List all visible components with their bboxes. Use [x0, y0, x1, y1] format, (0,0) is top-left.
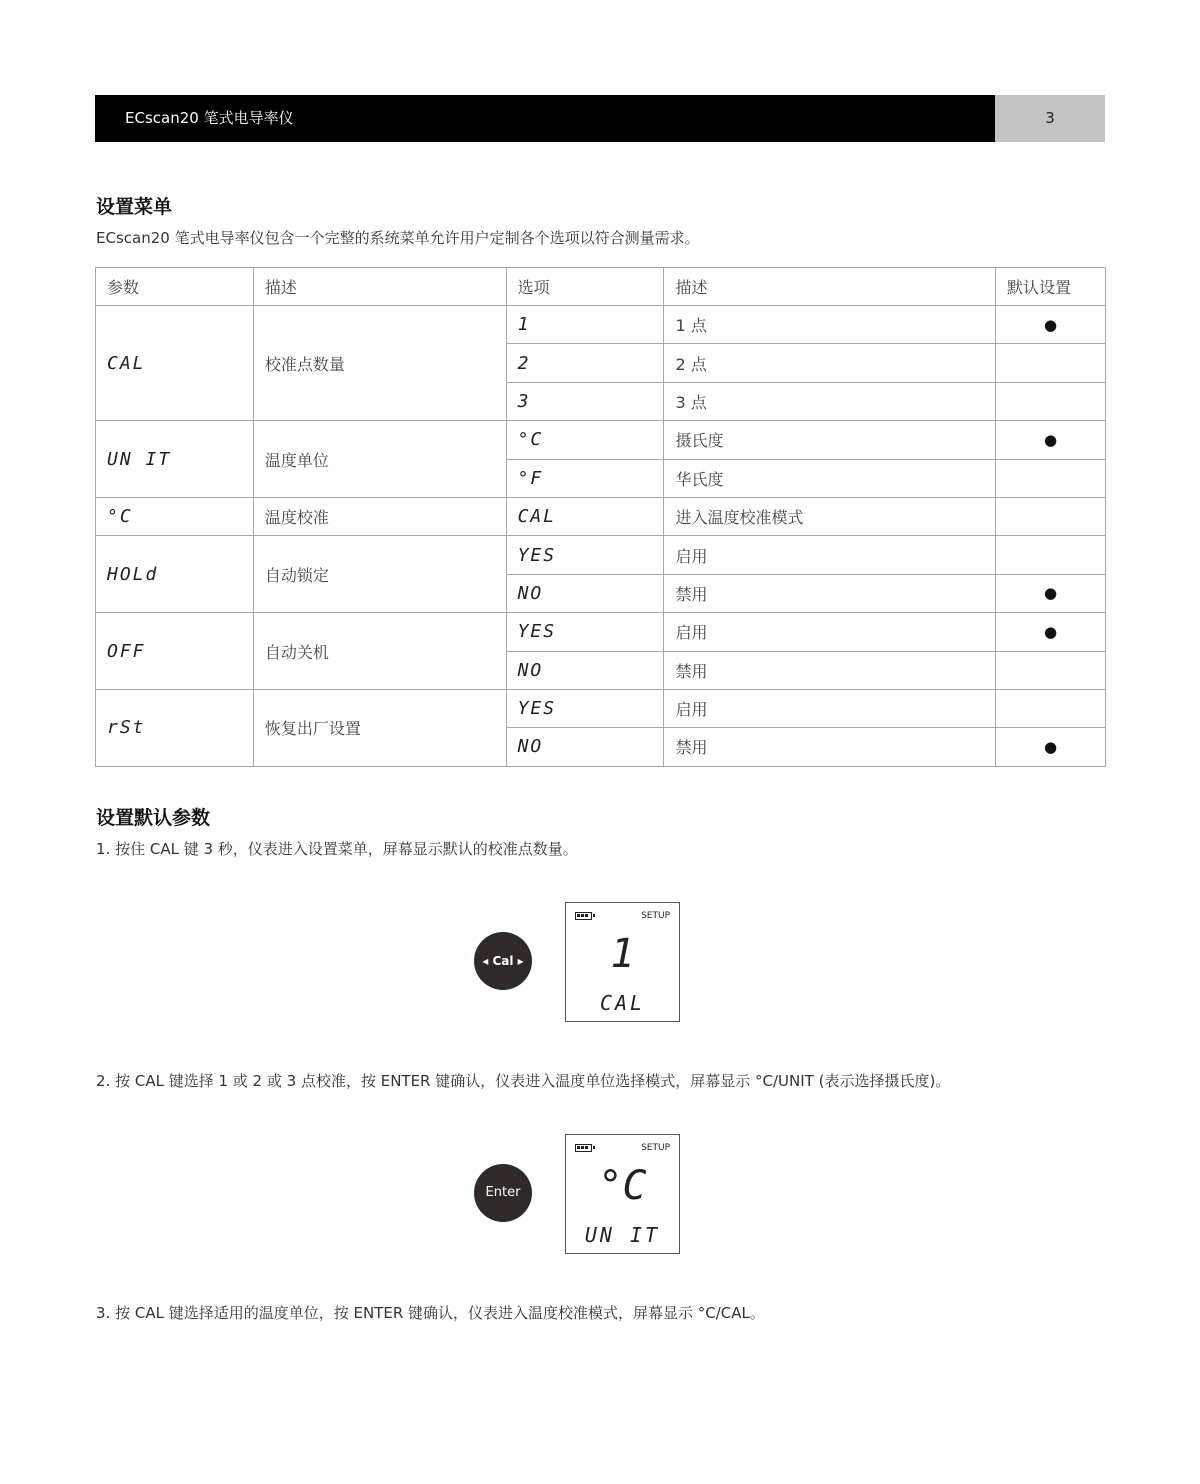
param-code: CAL: [96, 306, 254, 421]
table-row: [96, 613, 1106, 651]
table-row: [96, 497, 1106, 535]
option-description: 进入温度校准模式: [664, 497, 996, 535]
page-header: [95, 95, 1105, 142]
option-code: 3: [506, 382, 664, 420]
setup-indicator: SETUP: [641, 911, 670, 921]
option-description: 2 点: [664, 344, 996, 382]
table-row: [96, 536, 1106, 574]
option-code: NO: [506, 574, 664, 612]
param-description: 恢复出厂设置: [253, 689, 506, 766]
param-code: UN IT: [96, 421, 254, 498]
option-description: 禁用: [664, 574, 996, 612]
battery-icon: [575, 912, 592, 920]
default-marker: ●: [996, 574, 1106, 612]
option-code: NO: [506, 728, 664, 766]
default-marker: [996, 497, 1106, 535]
column-header: 描述: [664, 268, 996, 306]
default-marker: ●: [996, 728, 1106, 766]
option-description: 启用: [664, 536, 996, 574]
settings-table: [95, 267, 1106, 767]
section-title-default-params: 设置默认参数: [96, 807, 211, 829]
param-code: HOLd: [96, 536, 254, 613]
option-code: 2: [506, 344, 664, 382]
option-code: 1: [506, 306, 664, 344]
option-description: 1 点: [664, 306, 996, 344]
default-marker: ●: [996, 306, 1106, 344]
column-header: 默认设置: [996, 268, 1106, 306]
option-description: 摄氏度: [664, 421, 996, 459]
option-code: °F: [506, 459, 664, 497]
option-description: 启用: [664, 689, 996, 727]
option-code: YES: [506, 536, 664, 574]
param-description: 自动关机: [253, 613, 506, 690]
option-code: °C: [506, 421, 664, 459]
option-description: 禁用: [664, 728, 996, 766]
param-code: °C: [96, 497, 254, 535]
table-row: [96, 421, 1106, 459]
header-title: ECscan20 笔式电导率仪: [95, 95, 995, 142]
table-row: [96, 689, 1106, 727]
step-3-text: 3. 按 CAL 键选择适用的温度单位，按 ENTER 键确认，仪表进入温度校准模式，屏幕显示 °C/CAL。: [96, 1304, 765, 1322]
param-code: OFF: [96, 613, 254, 690]
option-description: 3 点: [664, 382, 996, 420]
setup-indicator: SETUP: [641, 1143, 670, 1153]
lcd-sub-label: UN IT: [584, 1223, 661, 1247]
column-header: 参数: [96, 268, 254, 306]
default-marker: ●: [996, 421, 1106, 459]
section-intro: ECscan20 笔式电导率仪包含一个完整的系统菜单允许用户定制各个选项以符合测量需求。: [96, 229, 700, 247]
option-description: 启用: [664, 613, 996, 651]
battery-icon: [575, 1144, 592, 1152]
option-description: 华氏度: [664, 459, 996, 497]
lcd-main-value: 1: [610, 931, 635, 977]
default-marker: ●: [996, 613, 1106, 651]
option-code: YES: [506, 613, 664, 651]
lcd-main-value: °C: [598, 1163, 647, 1209]
param-description: 自动锁定: [253, 536, 506, 613]
step-2-text: 2. 按 CAL 键选择 1 或 2 或 3 点校准，按 ENTER 键确认，仪表进入温度单位选择模式，屏幕显示 °C/UNIT (表示选择摄氏度)。: [96, 1072, 951, 1090]
param-description: 温度单位: [253, 421, 506, 498]
param-code: rSt: [96, 689, 254, 766]
section-title-setup-menu: 设置菜单: [96, 196, 173, 218]
cal-button-icon: ◂ Cal ▸: [474, 932, 532, 990]
column-header: 描述: [253, 268, 506, 306]
page-number: 3: [995, 95, 1105, 142]
option-code: YES: [506, 689, 664, 727]
param-description: 校准点数量: [253, 306, 506, 421]
table-row: [96, 306, 1106, 344]
default-marker: [996, 459, 1106, 497]
column-header: 选项: [506, 268, 664, 306]
param-description: 温度校准: [253, 497, 506, 535]
enter-button-icon: Enter: [474, 1164, 532, 1222]
lcd-display: [565, 902, 680, 1022]
option-code: CAL: [506, 497, 664, 535]
default-marker: [996, 689, 1106, 727]
option-description: 禁用: [664, 651, 996, 689]
table-header-row: [96, 268, 1106, 306]
lcd-sub-label: CAL: [599, 991, 646, 1015]
default-marker: [996, 382, 1106, 420]
default-marker: [996, 344, 1106, 382]
lcd-display: [565, 1134, 680, 1254]
default-marker: [996, 536, 1106, 574]
step-1-text: 1. 按住 CAL 键 3 秒，仪表进入设置菜单，屏幕显示默认的校准点数量。: [96, 840, 578, 858]
option-code: NO: [506, 651, 664, 689]
default-marker: [996, 651, 1106, 689]
